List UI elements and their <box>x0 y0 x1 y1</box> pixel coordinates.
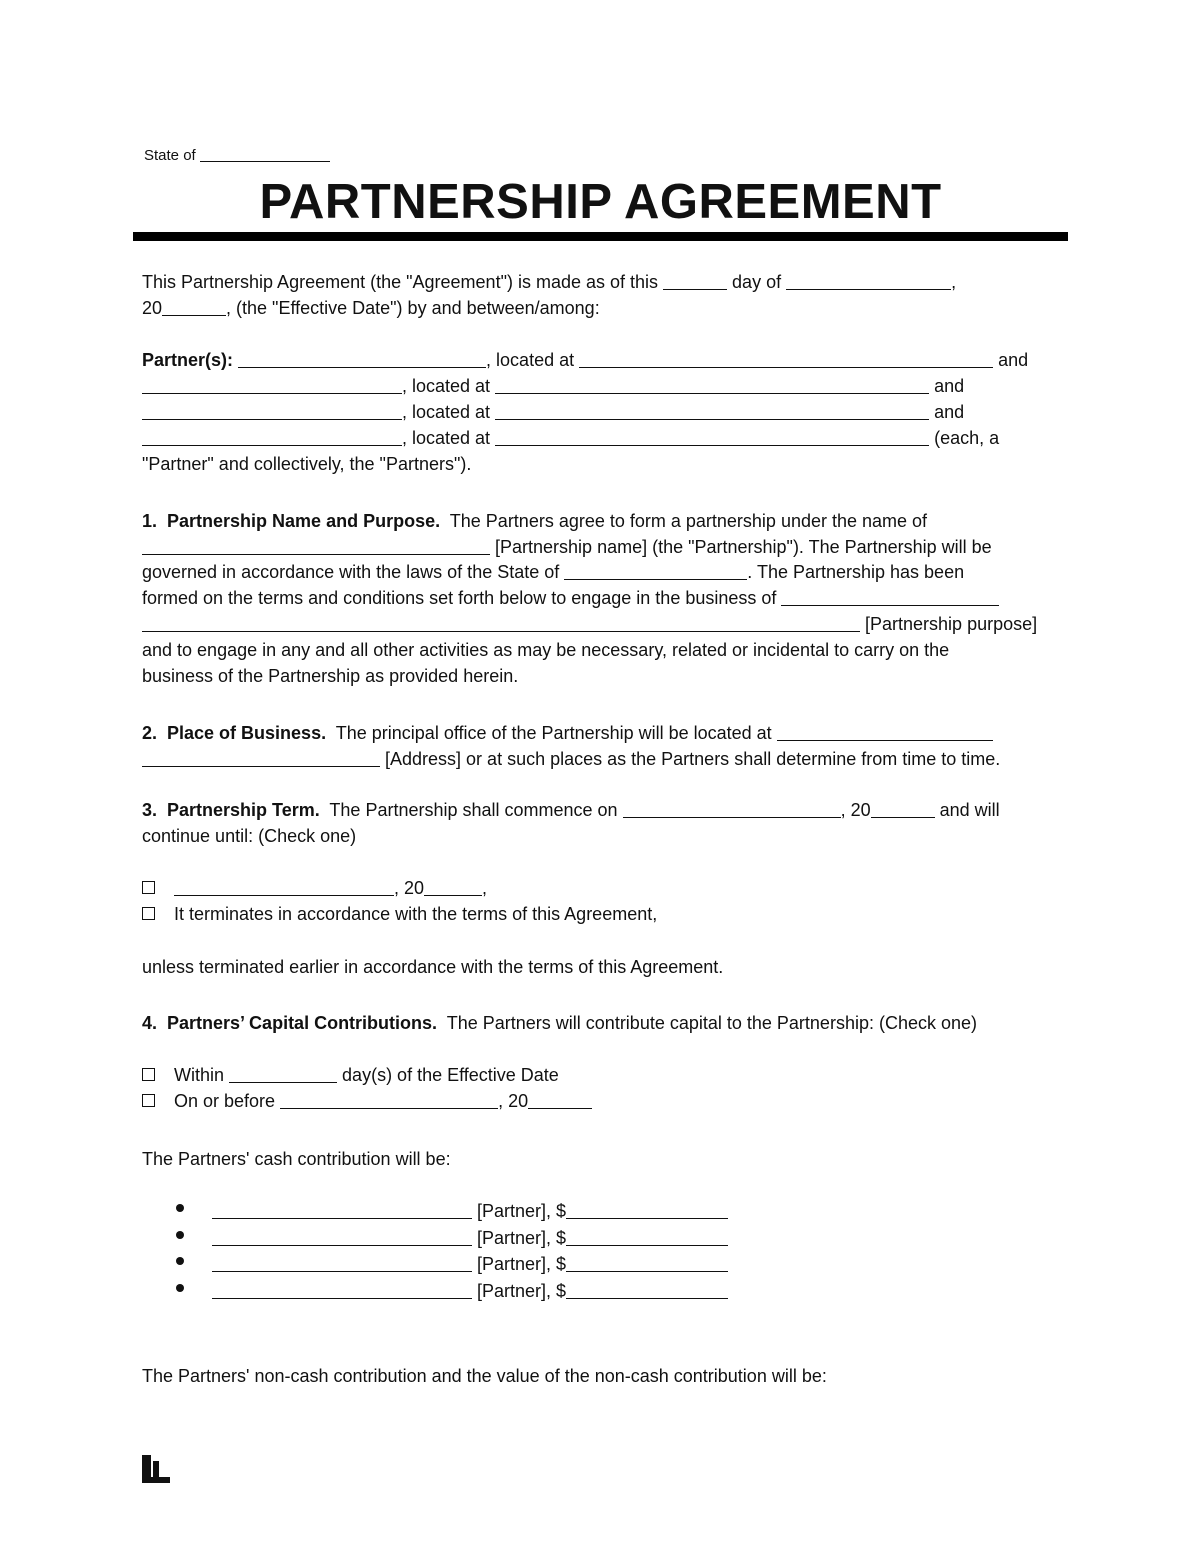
section1-line-7: business of the Partnership as provided herein. <box>142 666 519 686</box>
title-rule <box>133 232 1068 241</box>
section3-text: It terminates in accordance with the terms of this Agreement, <box>174 904 658 924</box>
intro-text: This Partnership Agreement (the "Agreement") is made as of this <box>142 272 659 292</box>
section4-text: Within <box>174 1065 225 1085</box>
contribution-option-before <box>142 1088 592 1114</box>
document-title: PARTNERSHIP AGREEMENT <box>259 175 942 229</box>
section4-text: The Partners will contribute capital to the Partnership: (Check one) <box>446 1013 978 1033</box>
partner-name-blank[interactable] <box>142 375 402 394</box>
partner-name-blank[interactable] <box>142 401 402 420</box>
cash-intro: The Partners' cash contribution will be: <box>142 1149 451 1169</box>
term-option-agreement <box>142 901 657 927</box>
business-purpose-blank[interactable] <box>142 613 860 632</box>
intro-line-2 <box>142 295 600 321</box>
located-at-text: , located at <box>486 350 575 370</box>
cash-contribution-item <box>212 1278 728 1304</box>
checkbox-icon[interactable] <box>142 1068 155 1081</box>
section1-text: . The Partnership has been <box>747 562 965 582</box>
cash-contribution-item <box>212 1225 728 1251</box>
month-blank[interactable] <box>786 271 951 290</box>
bullet-icon <box>176 1284 184 1292</box>
section3-text: , 20 <box>840 800 871 820</box>
legal-logo-icon <box>142 1455 170 1483</box>
section2-line-2 <box>142 746 1000 772</box>
and-text: and <box>934 402 965 422</box>
intro-text: , (the "Effective Date") by and between/among: <box>226 298 600 318</box>
section1-line-6: and to engage in any and all other activities as may be necessary, related or incidental to carry on the <box>142 640 950 660</box>
checkbox-icon[interactable] <box>142 907 155 920</box>
partner-suffix: [Partner], $ <box>477 1228 567 1248</box>
section4-line-1 <box>142 1010 977 1036</box>
cash-contribution-item <box>212 1198 728 1224</box>
state-label: State of <box>144 147 196 164</box>
section1-line-3 <box>142 559 964 585</box>
section2-heading: 2. Place of Business. <box>142 723 327 743</box>
section4-text: day(s) of the Effective Date <box>342 1065 559 1085</box>
day-blank[interactable] <box>663 271 727 290</box>
and-text: and <box>934 376 965 396</box>
end-year-blank[interactable] <box>424 877 482 896</box>
partner-name-blank[interactable] <box>142 427 402 446</box>
office-address-blank[interactable] <box>142 748 380 767</box>
section2-text: [Address] or at such places as the Partners shall determine from time to time. <box>385 749 1001 769</box>
partner-address-blank[interactable] <box>495 401 929 420</box>
governing-state-blank[interactable] <box>564 561 747 580</box>
end-date-blank[interactable] <box>174 877 394 896</box>
section1-line-4 <box>142 585 999 611</box>
partner-line-3 <box>142 399 964 425</box>
partner-address-blank[interactable] <box>495 375 929 394</box>
start-year-blank[interactable] <box>871 799 935 818</box>
section1-text: governed in accordance with the laws of the State of <box>142 562 560 582</box>
section1-heading: 1. Partnership Name and Purpose. <box>142 511 441 531</box>
partner-suffix: [Partner], $ <box>477 1281 567 1301</box>
contribution-option-within <box>142 1062 559 1088</box>
contribution-date-blank[interactable] <box>280 1090 498 1109</box>
bullet-icon <box>176 1231 184 1239</box>
partner-line-5: "Partner" and collectively, the "Partners"). <box>142 454 472 474</box>
state-of-line <box>144 147 330 164</box>
bullet-icon <box>176 1257 184 1265</box>
partner-line-4 <box>142 425 999 451</box>
cash-contribution-item <box>212 1251 728 1277</box>
partnership-name-blank[interactable] <box>142 536 490 555</box>
amount-blank[interactable] <box>566 1280 728 1299</box>
section3-text: , <box>482 878 488 898</box>
partner-suffix: [Partner], $ <box>477 1254 567 1274</box>
section1-line-5 <box>142 611 1037 637</box>
partner-blank[interactable] <box>212 1227 472 1246</box>
section3-text: , 20 <box>394 878 425 898</box>
section4-heading: 4. Partners’ Capital Contributions. <box>142 1013 438 1033</box>
located-at-text: , located at <box>402 402 491 422</box>
amount-blank[interactable] <box>566 1200 728 1219</box>
partner-suffix: [Partner], $ <box>477 1201 567 1221</box>
partner-address-blank[interactable] <box>495 427 929 446</box>
located-at-text: , located at <box>402 428 491 448</box>
section3-heading: 3. Partnership Term. <box>142 800 320 820</box>
section1-text: [Partnership name] (the "Partnership"). The Partnership will be <box>495 537 992 557</box>
section2-text: The principal office of the Partnership will be located at <box>335 723 772 743</box>
partner-blank[interactable] <box>212 1280 472 1299</box>
partner-line-1 <box>142 347 1028 373</box>
section1-text: [Partnership purpose] <box>865 614 1038 634</box>
intro-line-1 <box>142 269 956 295</box>
start-date-blank[interactable] <box>623 799 841 818</box>
section1-text: formed on the terms and conditions set forth below to engage in the business of <box>142 588 777 608</box>
intro-text: , <box>951 272 957 292</box>
office-address-blank[interactable] <box>777 722 993 741</box>
days-blank[interactable] <box>229 1064 337 1083</box>
business-purpose-blank[interactable] <box>781 587 999 606</box>
section1-text: The Partners agree to form a partnership under the name of <box>449 511 928 531</box>
section4-text: , 20 <box>498 1091 529 1111</box>
partners-label: Partner(s): <box>142 350 234 370</box>
checkbox-icon[interactable] <box>142 1094 155 1107</box>
section3-line-2: continue until: (Check one) <box>142 826 357 846</box>
partner-address-blank[interactable] <box>579 349 993 368</box>
section3-text: and will <box>939 800 1000 820</box>
section1-line-1 <box>142 508 927 534</box>
section1-line-2 <box>142 534 992 560</box>
section3-line-1 <box>142 797 1000 823</box>
partner-blank[interactable] <box>212 1253 472 1272</box>
checkbox-icon[interactable] <box>142 881 155 894</box>
section3-text: The Partnership shall commence on <box>329 800 618 820</box>
amount-blank[interactable] <box>566 1227 728 1246</box>
bullet-icon <box>176 1204 184 1212</box>
term-option-date <box>142 875 487 901</box>
and-text: and <box>998 350 1029 370</box>
section3-closing: unless terminated earlier in accordance with the terms of this Agreement. <box>142 957 724 977</box>
partner-name-blank[interactable] <box>238 349 486 368</box>
amount-blank[interactable] <box>566 1253 728 1272</box>
state-blank[interactable] <box>200 147 330 162</box>
each-a-text: (each, a <box>934 428 1000 448</box>
partner-blank[interactable] <box>212 1200 472 1219</box>
located-at-text: , located at <box>402 376 491 396</box>
section4-text: On or before <box>174 1091 276 1111</box>
intro-text: 20 <box>142 298 163 318</box>
year-blank[interactable] <box>162 297 226 316</box>
partner-line-2 <box>142 373 964 399</box>
intro-text: day of <box>732 272 782 292</box>
noncash-intro: The Partners' non-cash contribution and the value of the non-cash contribution will be: <box>142 1366 827 1386</box>
section2-line-1 <box>142 720 993 746</box>
contribution-year-blank[interactable] <box>528 1090 592 1109</box>
